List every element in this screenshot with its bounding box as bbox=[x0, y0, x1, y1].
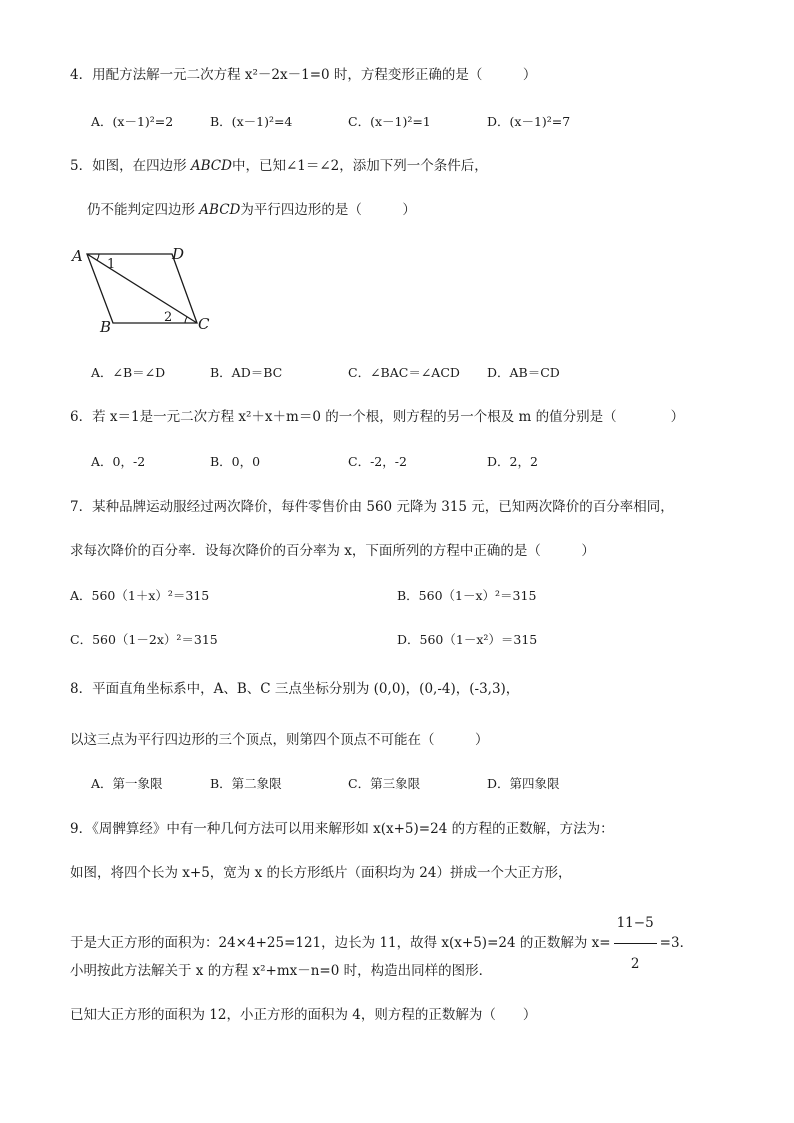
q5-stem2-quad: ABCD bbox=[199, 202, 241, 218]
q4-option-a: A．(x－1)²=2 bbox=[91, 114, 174, 129]
q8-option-c: C．第三象限 bbox=[348, 776, 421, 791]
q7-option-a: A．560（1＋x）²＝315 bbox=[70, 588, 210, 603]
angle-2-label: 2 bbox=[164, 310, 173, 325]
q5-stem-line1 bbox=[70, 156, 488, 176]
q6-option-a: A．0，-2 bbox=[91, 454, 146, 469]
q4-stem: 4．用配方法解一元二次方程 x²－2x－1=0 时，方程变形正确的是（ ） bbox=[70, 67, 537, 83]
q8-option-d: D．第四象限 bbox=[487, 776, 560, 791]
vertex-d-label: D bbox=[172, 245, 185, 263]
vertex-b-label: B bbox=[100, 318, 112, 336]
q4-option-b: B．(x－1)²=4 bbox=[210, 114, 293, 129]
angle-2-arc bbox=[185, 317, 187, 323]
q6-stem: 6．若 x＝1是一元二次方程 x²＋x＋m＝0 的一个根，则方程的另一个根及 m 的值分别是（ ） bbox=[70, 409, 685, 425]
q9-line3-text-b: =3． bbox=[659, 935, 694, 951]
q5-stem-line2 bbox=[87, 200, 416, 220]
fraction-denominator: 2 bbox=[630, 956, 640, 972]
q8-stem-line2: 以这三点为平行四边形的三个顶点，则第四个顶点不可能在（ ） bbox=[70, 732, 489, 748]
q7-stem-line2: 求每次降价的百分率．设每次降价的百分率为 x，下面所列的方程中正确的是（ ） bbox=[70, 543, 595, 559]
angle-1-label: 1 bbox=[107, 257, 116, 272]
q5-stem1-text-a: 5．如图，在四边形 bbox=[70, 158, 191, 174]
q5-option-c: C．∠BAC＝∠ACD bbox=[348, 365, 460, 380]
q6-option-d: D．2，2 bbox=[487, 454, 538, 469]
q4-option-d: D．(x－1)²=7 bbox=[487, 114, 571, 129]
fraction-numerator: 11−5 bbox=[614, 904, 657, 944]
angle-1-arc bbox=[97, 254, 99, 260]
q7-option-d: D．560（1－x²）＝315 bbox=[397, 632, 538, 647]
q9-line4: 小明按此方法解关于 x 的方程 x²+mx－n=0 时，构造出同样的图形． bbox=[70, 963, 493, 979]
q7-option-b: B．560（1－x）²＝315 bbox=[397, 588, 537, 603]
q4-option-c: C．(x－1)²=1 bbox=[348, 114, 431, 129]
vertex-c-label: C bbox=[198, 315, 210, 333]
q5-option-a: A．∠B＝∠D bbox=[91, 365, 166, 380]
q5-option-d: D．AB＝CD bbox=[487, 365, 560, 380]
q5-stem2-text-a: 仍不能判定四边形 bbox=[87, 202, 200, 218]
q7-stem-line1: 7．某种品牌运动服经过两次降价，每件零售价由 560 元降为 315 元，已知两次降价的百分率相同， bbox=[70, 499, 674, 515]
q7-option-c: C．560（1－2x）²＝315 bbox=[70, 632, 218, 647]
q6-option-c: C．-2，-2 bbox=[348, 454, 407, 469]
q5-stem2-text-b: 为平行四边形的是（ ） bbox=[240, 202, 416, 218]
quadrilateral-figure bbox=[60, 240, 230, 340]
q9-line2: 如图，将四个长为 x+5，宽为 x 的长方形纸片（面积均为 24）拼成一个大正方形， bbox=[70, 865, 572, 881]
q8-option-a: A．第一象限 bbox=[91, 776, 163, 791]
q5-option-b: B．AD＝BC bbox=[210, 365, 283, 380]
q9-line3-text-a: 于是大正方形的面积为：24×4+25=121，边长为 11，故得 x(x+5)=24 的正数解为 x= bbox=[70, 935, 611, 951]
q6-option-b: B．0，0 bbox=[210, 454, 261, 469]
q9-line1: 9．《周髀算经》中有一种几何方法可以用来解形如 x(x+5)=24 的方程的正数解，方法为： bbox=[70, 821, 614, 837]
q5-stem1-text-b: 中，已知∠1＝∠2，添加下列一个条件后， bbox=[231, 158, 488, 174]
q8-option-b: B．第二象限 bbox=[210, 776, 282, 791]
diagonal-ac bbox=[87, 254, 197, 323]
vertex-a-label: A bbox=[72, 247, 83, 265]
q8-stem-line1: 8．平面直角坐标系中，A、B、C 三点坐标分别为 (0,0)，(0,-4)，(-3,3)， bbox=[70, 681, 520, 697]
fraction bbox=[614, 904, 657, 983]
q5-stem1-quad: ABCD bbox=[190, 158, 232, 174]
q9-line5: 已知大正方形的面积为 12，小正方形的面积为 4，则方程的正数解为（ ） bbox=[70, 1007, 537, 1023]
